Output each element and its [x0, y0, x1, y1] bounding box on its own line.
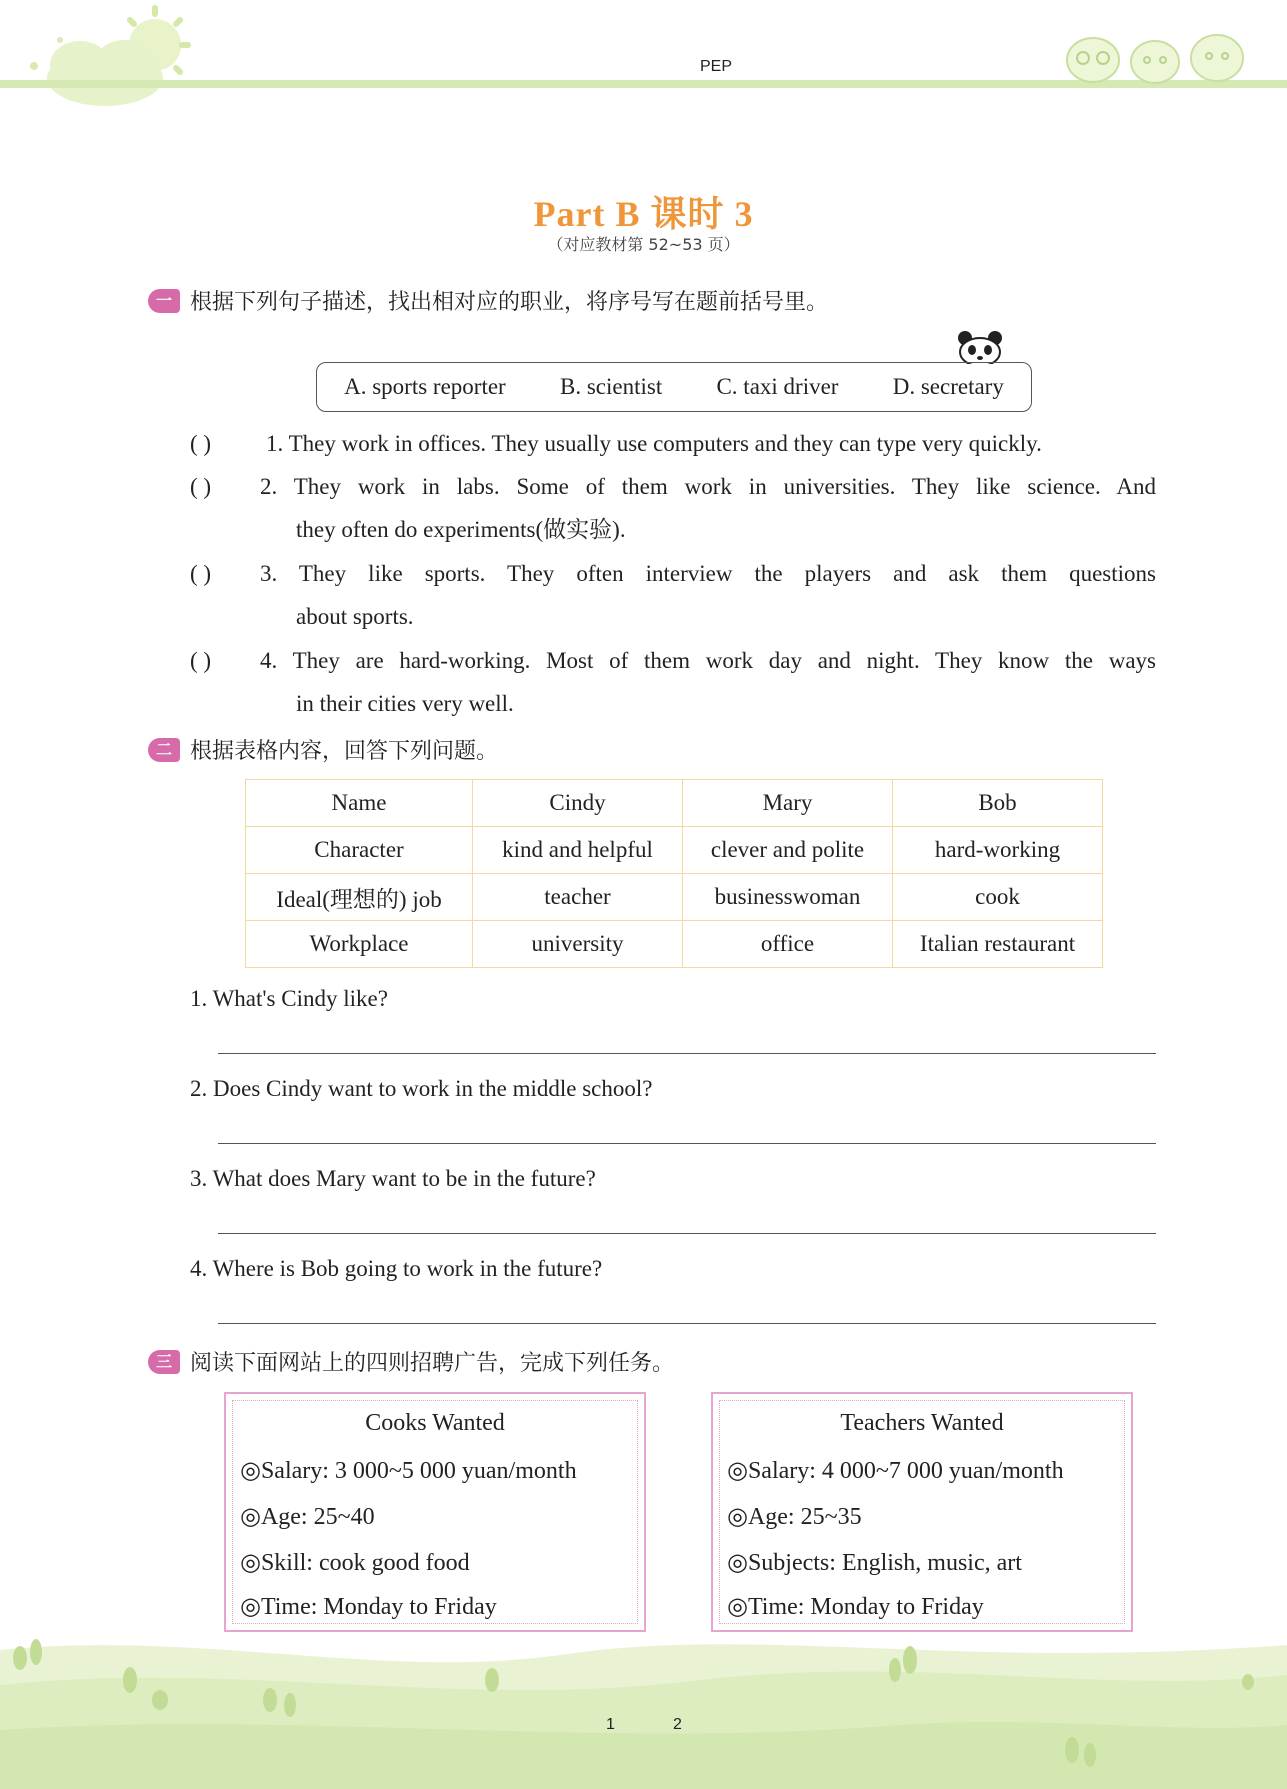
question-text-cont: they often do experiments(做实验). [296, 517, 626, 542]
section-3-badge: 三 [148, 1350, 180, 1374]
job-table [245, 779, 1103, 968]
table-cell: cook [893, 874, 1103, 921]
table-cell: office [683, 921, 893, 968]
table-cell: Bob [893, 780, 1103, 827]
header-animal-decoration [1055, 20, 1255, 90]
header-cloud-sun-decoration [0, 0, 200, 115]
ad-item: ◎Skill: cook good food [240, 1550, 470, 1576]
section-2-badge: 二 [148, 738, 180, 762]
panda-icon [955, 328, 1005, 364]
section-1-instruction: 根据下列句子描述，找出相对应的职业，将序号写在题前括号里。 [190, 290, 829, 315]
question-text-cont: about sports. [296, 604, 414, 629]
footer-hills-decoration [0, 1610, 1287, 1789]
ad-item: ◎Subjects: English, music, art [727, 1550, 1022, 1576]
question-text: 2. They work in labs. Some of them work in universities. They like science. And [260, 474, 1156, 499]
table-row [246, 921, 1103, 968]
table-cell: Character [246, 827, 473, 874]
table-row [246, 827, 1103, 874]
section-1-header [148, 285, 828, 316]
page-number-right: 2 [673, 1716, 682, 1733]
section-3-header [148, 1346, 674, 1377]
options-box [316, 362, 1032, 412]
answer-line-2[interactable] [218, 1143, 1156, 1144]
answer-paren[interactable]: ( ) [190, 474, 212, 499]
table-cell: university [473, 921, 683, 968]
table-cell: Ideal(理想的) job [246, 874, 473, 921]
ad-item: ◎Salary: 3 000~5 000 yuan/month [240, 1458, 577, 1484]
section-2-header [148, 734, 498, 765]
table-cell: businesswoman [683, 874, 893, 921]
answer-paren[interactable]: ( ) [190, 431, 212, 456]
ad-item: ◎Salary: 4 000~7 000 yuan/month [727, 1458, 1064, 1484]
header-label: PEP [700, 58, 733, 75]
answer-line-1[interactable] [218, 1053, 1156, 1054]
page-subtitle: （对应教材第 52~53 页） [547, 235, 740, 254]
option-a: A. sports reporter [344, 374, 506, 399]
answer-paren[interactable]: ( ) [190, 561, 212, 586]
ad-title: Cooks Wanted [365, 1410, 505, 1436]
table-cell: teacher [473, 874, 683, 921]
option-d: D. secretary [892, 374, 1004, 399]
section-1-badge: 一 [148, 289, 180, 313]
ad-teachers-wanted [711, 1392, 1133, 1632]
table-row [246, 874, 1103, 921]
ad-cooks-wanted [224, 1392, 646, 1632]
question-text: 3. They like sports. They often interview the players and ask them questions [260, 561, 1156, 586]
question-text-cont: in their cities very well. [296, 691, 514, 716]
ad-item: ◎Age: 25~40 [240, 1504, 375, 1530]
section-2-instruction: 根据表格内容，回答下列问题。 [190, 739, 499, 764]
option-c: C. taxi driver [716, 374, 839, 399]
ad-item: ◎Time: Monday to Friday [240, 1594, 497, 1620]
question-text: 1. They work in offices. They usually use computers and they can type very quickly. [266, 431, 1042, 456]
table-cell: Workplace [246, 921, 473, 968]
table-cell: clever and polite [683, 827, 893, 874]
section-2-question-4: 4. Where is Bob going to work in the future? [190, 1256, 603, 1281]
section-2-question-3: 3. What does Mary want to be in the future? [190, 1166, 596, 1191]
answer-paren[interactable]: ( ) [190, 648, 212, 673]
answer-line-3[interactable] [218, 1233, 1156, 1234]
table-cell: Name [246, 780, 473, 827]
table-cell: kind and helpful [473, 827, 683, 874]
table-row [246, 780, 1103, 827]
answer-line-4[interactable] [218, 1323, 1156, 1324]
section-2-question-2: 2. Does Cindy want to work in the middle school? [190, 1076, 653, 1101]
section-1-question-1 [190, 422, 1156, 465]
table-cell: hard-working [893, 827, 1103, 874]
section-2-question-1: 1. What's Cindy like? [190, 986, 388, 1011]
table-cell: Mary [683, 780, 893, 827]
section-3-instruction: 阅读下面网站上的四则招聘广告，完成下列任务。 [190, 1351, 675, 1376]
ad-item: ◎Age: 25~35 [727, 1504, 862, 1530]
page-title: Part B 课时 3 [533, 194, 754, 234]
ad-title: Teachers Wanted [840, 1410, 1004, 1436]
page-number-left: 1 [606, 1716, 615, 1733]
question-text: 4. They are hard-working. Most of them work day and night. They know the ways [260, 648, 1156, 673]
ad-item: ◎Time: Monday to Friday [727, 1594, 984, 1620]
table-cell: Cindy [473, 780, 683, 827]
option-b: B. scientist [559, 374, 663, 399]
table-cell: Italian restaurant [893, 921, 1103, 968]
